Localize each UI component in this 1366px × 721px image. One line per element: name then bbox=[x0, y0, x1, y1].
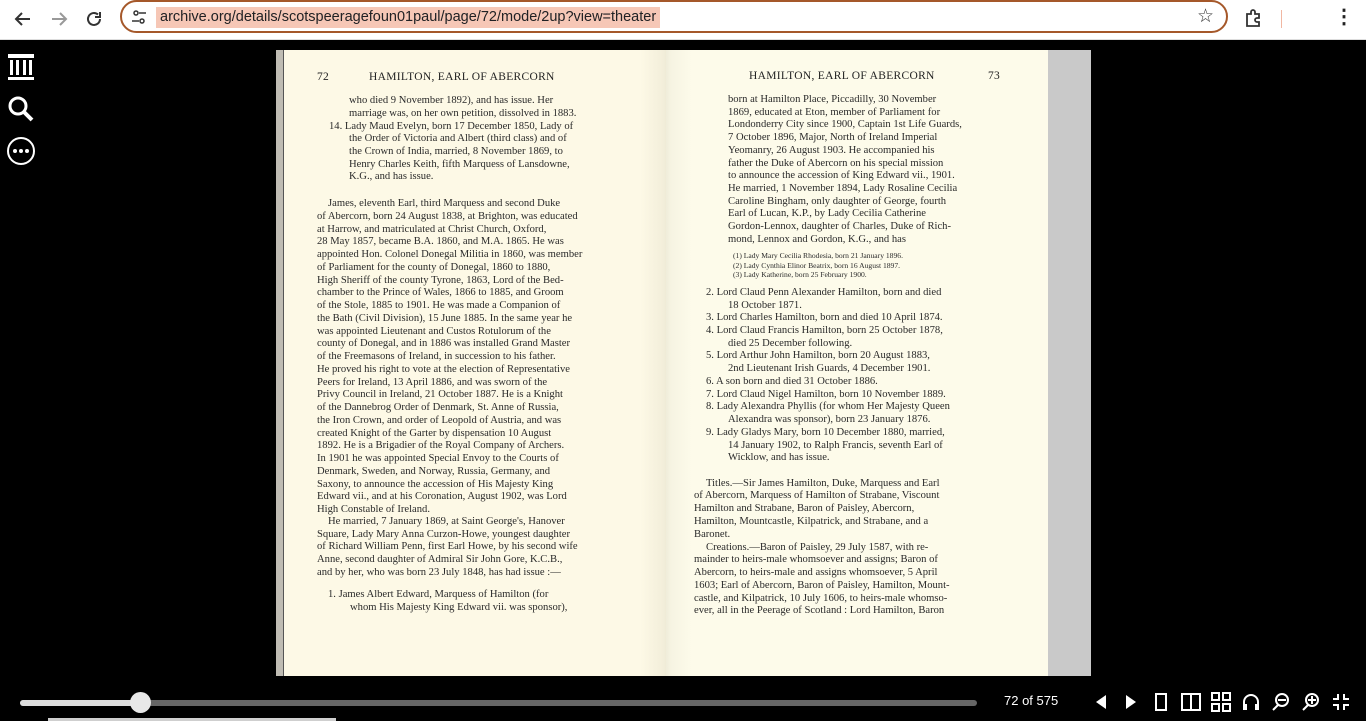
left-text-line: Henry Charles Keith, fifth Marquess of Lansdowne, bbox=[349, 159, 570, 170]
right-text-line: mond, Lennox and Gordon, K.G., and has bbox=[728, 233, 907, 245]
left-text-line: marriage was, on her own petition, dissolved in 1883. bbox=[349, 108, 577, 119]
left-page-number: 72 bbox=[317, 71, 330, 83]
left-text-line: He proved his right to vote at the election of Representative bbox=[317, 363, 570, 375]
right-text-line: 4. Lord Claud Francis Hamilton, born 25 October 1878, bbox=[706, 325, 943, 336]
right-text-line: Gordon-Lennox, daughter of Charles, Duke of Rich- bbox=[728, 221, 951, 232]
right-page-number: 73 bbox=[988, 70, 1001, 82]
page-slider-fill bbox=[20, 700, 140, 706]
left-text-line: and by her, who was born 23 July 1848, has had issue :— bbox=[317, 567, 561, 578]
left-text-line: Saxony, to announce the accession of His Majesty King bbox=[317, 478, 554, 490]
right-text-line: of Abercorn, Marquess of Hamilton of Strabane, Viscount bbox=[694, 490, 940, 501]
left-text-line: of the Freemasons of Ireland, in succession to his father. bbox=[317, 351, 556, 362]
more-options-icon[interactable] bbox=[6, 136, 36, 166]
exit-fullscreen-icon[interactable] bbox=[1329, 690, 1353, 714]
left-text-line: was appointed Lieutenant and Custos Rotulorum of the bbox=[317, 325, 551, 337]
right-text-line: Caroline Bingham, only daughter of George, fourth bbox=[728, 195, 947, 207]
forward-button[interactable] bbox=[44, 4, 74, 34]
right-text-line: 18 October 1871. bbox=[728, 300, 802, 311]
left-text-line: Denmark, Sweden, and Norway, Russia, Germany, and bbox=[317, 465, 551, 477]
right-text-line: 7. Lord Claud Nigel Hamilton, born 10 November 1889. bbox=[706, 389, 946, 400]
right-text-line: (1) Lady Mary Cecilia Rhodesia, born 21 January 1896. bbox=[733, 251, 903, 260]
left-text-line: Edward vii., and at his Coronation, August 1902, was Lord bbox=[317, 491, 567, 503]
right-text-line: Titles.—Sir James Hamilton, Duke, Marquess and Earl bbox=[706, 478, 940, 489]
zoom-in-icon[interactable] bbox=[1299, 690, 1323, 714]
right-text-line: born at Hamilton Place, Piccadilly, 30 November bbox=[728, 94, 937, 105]
left-text-line: Anne, second daughter of Admiral Sir John Gore, K.C.B., bbox=[317, 554, 563, 565]
right-text-line: Yeomanry, 26 August 1903. He accompanied his bbox=[728, 144, 935, 156]
left-text-line: 28 May 1857, became B.A. 1860, and M.A. 1865. He was bbox=[317, 236, 564, 248]
search-icon[interactable] bbox=[6, 94, 36, 124]
left-text-line: the Order of Victoria and Albert (third class) and of bbox=[349, 133, 567, 144]
page-counter: 72 of 575 bbox=[1004, 693, 1059, 708]
right-text-line: Baronet. bbox=[694, 529, 731, 540]
book-right-edge bbox=[1048, 50, 1091, 676]
right-text-line: (2) Lady Cynthia Elinor Beatrix, born 16 August 1897. bbox=[733, 261, 901, 270]
zoom-out-icon[interactable] bbox=[1269, 690, 1293, 714]
left-text-line: who died 9 November 1892), and has issue. Her bbox=[349, 95, 554, 106]
right-text-line: 14 January 1902, to Ralph Francis, seventh Earl of bbox=[728, 440, 943, 451]
right-text-line: 1869, educated at Eton, member of Parliament for bbox=[728, 106, 941, 118]
left-text-line: Privy Council in Ireland, 21 October 1887. He is a Knight bbox=[317, 389, 563, 401]
left-text-line: High Constable of Ireland. bbox=[317, 504, 430, 515]
right-text-line: 3. Lord Charles Hamilton, born and died 10 April 1874. bbox=[706, 312, 943, 323]
right-text-line: Londonderry City since 1900, Captain 1st Life Guards, bbox=[728, 119, 962, 131]
arrow-left-icon bbox=[14, 10, 32, 28]
left-text-line: He married, 7 January 1869, at Saint George's, Hanover bbox=[328, 516, 565, 527]
right-text-line: Hamilton and Strabane, Baron of Paisley, Abercorn, bbox=[694, 503, 915, 514]
left-text-line: the Crown of India, married, 8 November 1869, to bbox=[349, 146, 563, 157]
right-text-line: father the Duke of Abercorn on his special mission bbox=[728, 157, 944, 169]
left-text-line: of the Dannebrog Order of Denmark, St. Anne of Russia, bbox=[317, 402, 559, 413]
left-text-line: In 1901 he was appointed Special Envoy to the Courts of bbox=[317, 453, 559, 464]
profile-divider bbox=[1281, 10, 1282, 28]
left-text-line: the Iron Crown, and order of Leopold of Austria, and was bbox=[317, 414, 562, 426]
right-text-line: Abercorn, to heirs-male and assigns whomsoever, 5 April bbox=[694, 567, 938, 578]
left-text-line: of the Stole, 1885 to 1901. He was made a Companion of bbox=[317, 300, 561, 311]
right-text-line: He married, 1 November 1894, Lady Rosaline Cecilia bbox=[728, 182, 958, 194]
left-text-line: of Richard William Penn, first Earl Howe, by his second wife bbox=[317, 541, 578, 552]
right-text-line: 6. A son born and died 31 October 1886. bbox=[706, 376, 878, 387]
right-text-line: Creations.—Baron of Paisley, 29 July 1587, with re- bbox=[706, 542, 929, 553]
right-text-line: Alexandra was sponsor), born 23 January 1876. bbox=[728, 414, 931, 425]
left-text-line: of Parliament for the county of Donegal, 1860 to 1880, bbox=[317, 261, 551, 273]
right-text-line: 2. Lord Claud Penn Alexander Hamilton, born and died bbox=[706, 287, 942, 298]
reload-button[interactable] bbox=[79, 4, 109, 34]
left-text-line: of Abercorn, born 24 August 1838, at Brighton, was educated bbox=[317, 210, 578, 222]
thumbnail-view-icon[interactable] bbox=[1209, 690, 1233, 714]
url-text[interactable]: archive.org/details/scotspeeragefoun01paul/page/72/mode/2up?view=theater bbox=[156, 7, 660, 28]
right-text-line: Wicklow, and has issue. bbox=[728, 452, 830, 463]
left-text-line: Square, Lady Mary Anna Curzon-Howe, youngest daughter bbox=[317, 529, 571, 540]
left-text-line: K.G., and has issue. bbox=[349, 171, 434, 182]
right-page-header: HAMILTON, EARL OF ABERCORN bbox=[749, 70, 935, 82]
right-text-line: ever, all in the Peerage of Scotland : Lord Hamilton, Baron bbox=[694, 605, 945, 616]
browser-toolbar bbox=[0, 0, 1366, 40]
arrow-right-icon bbox=[50, 10, 68, 28]
reload-icon bbox=[85, 10, 103, 28]
page-slider-track[interactable] bbox=[20, 700, 977, 706]
left-text-line: county of Donegal, and in 1886 was installed Grand Master bbox=[317, 338, 571, 350]
previous-page-icon[interactable] bbox=[1089, 690, 1113, 714]
address-bar[interactable] bbox=[120, 0, 1228, 33]
book-gutter bbox=[640, 50, 692, 676]
left-text-line: whom His Majesty King Edward vii. was sponsor), bbox=[350, 602, 568, 613]
extensions-icon[interactable] bbox=[1242, 6, 1266, 30]
right-text-line: to announce the accession of King Edward vii., 1901. bbox=[728, 170, 955, 182]
read-aloud-headphones-icon[interactable] bbox=[1239, 690, 1263, 714]
two-page-view-icon[interactable] bbox=[1179, 690, 1203, 714]
next-page-icon[interactable] bbox=[1119, 690, 1143, 714]
left-text-line: 1892. He is a Brigadier of the Royal Company of Archers. bbox=[317, 440, 565, 452]
back-button[interactable] bbox=[8, 4, 38, 34]
right-text-line: mainder to heirs-male whomsoever and assigns; Baron of bbox=[694, 554, 938, 565]
right-text-line: castle, and Kilpatrick, 10 July 1606, to heirs-male whomso- bbox=[694, 593, 948, 604]
right-text-line: Hamilton, Mountcastle, Kilpatrick, and Strabane, and a bbox=[694, 516, 929, 527]
book-left-edge bbox=[276, 50, 284, 676]
page-slider-thumb[interactable] bbox=[130, 692, 151, 713]
left-text-line: at Harrow, and matriculated at Christ Church, Oxford, bbox=[317, 223, 547, 235]
left-text-line: appointed Hon. Colonel Donegal Militia in 1860, was member bbox=[317, 249, 583, 260]
left-text-line: James, eleventh Earl, third Marquess and second Duke bbox=[328, 198, 561, 209]
left-text-line: the Bath (Civil Division), 15 June 1885. In the same year he bbox=[317, 312, 573, 324]
right-text-line: 1603; Earl of Abercorn, Baron of Paisley, Hamilton, Mount- bbox=[694, 580, 950, 591]
left-text-line: 14. Lady Maud Evelyn, born 17 December 1850, Lady of bbox=[329, 121, 574, 132]
left-text-line: High Sheriff of the county Tyrone, 1863, Lord of the Bed- bbox=[317, 274, 564, 286]
right-text-line: died 25 December following. bbox=[728, 338, 853, 349]
archive-library-icon[interactable] bbox=[6, 52, 36, 82]
right-text-line: 7 October 1896, Major, North of Ireland Imperial bbox=[728, 132, 938, 144]
browser-menu-icon[interactable]: ⋮ bbox=[1334, 6, 1354, 28]
right-text-line: 2nd Lieutenant Irish Guards, 4 December 1901. bbox=[728, 363, 931, 374]
left-page-header: HAMILTON, EARL OF ABERCORN bbox=[369, 71, 555, 83]
left-text-line: created Knight of the Garter by dispensation 10 August bbox=[317, 427, 552, 439]
right-text-line: 9. Lady Gladys Mary, born 10 December 1880, married, bbox=[706, 427, 945, 438]
one-page-view-icon[interactable] bbox=[1149, 690, 1173, 714]
right-text-line: 8. Lady Alexandra Phyllis (for whom Her Majesty Queen bbox=[706, 401, 950, 412]
left-text-line: Peers for Ireland, 13 April 1886, and was sworn of the bbox=[317, 376, 548, 388]
right-text-line: (3) Lady Katherine, born 25 February 1900. bbox=[733, 270, 867, 279]
left-text-line: 1. James Albert Edward, Marquess of Hamilton (for bbox=[328, 589, 549, 600]
right-text-line: Earl of Lucan, K.P., by Lady Cecilia Catherine bbox=[728, 208, 926, 220]
right-text-line: 5. Lord Arthur John Hamilton, born 20 August 1883, bbox=[706, 350, 930, 361]
site-info-icon[interactable] bbox=[128, 6, 150, 28]
bookmark-star-icon[interactable]: ☆ bbox=[1196, 6, 1214, 27]
left-text-line: chamber to the Prince of Wales, 1866 to 1885, and Groom bbox=[317, 287, 564, 299]
